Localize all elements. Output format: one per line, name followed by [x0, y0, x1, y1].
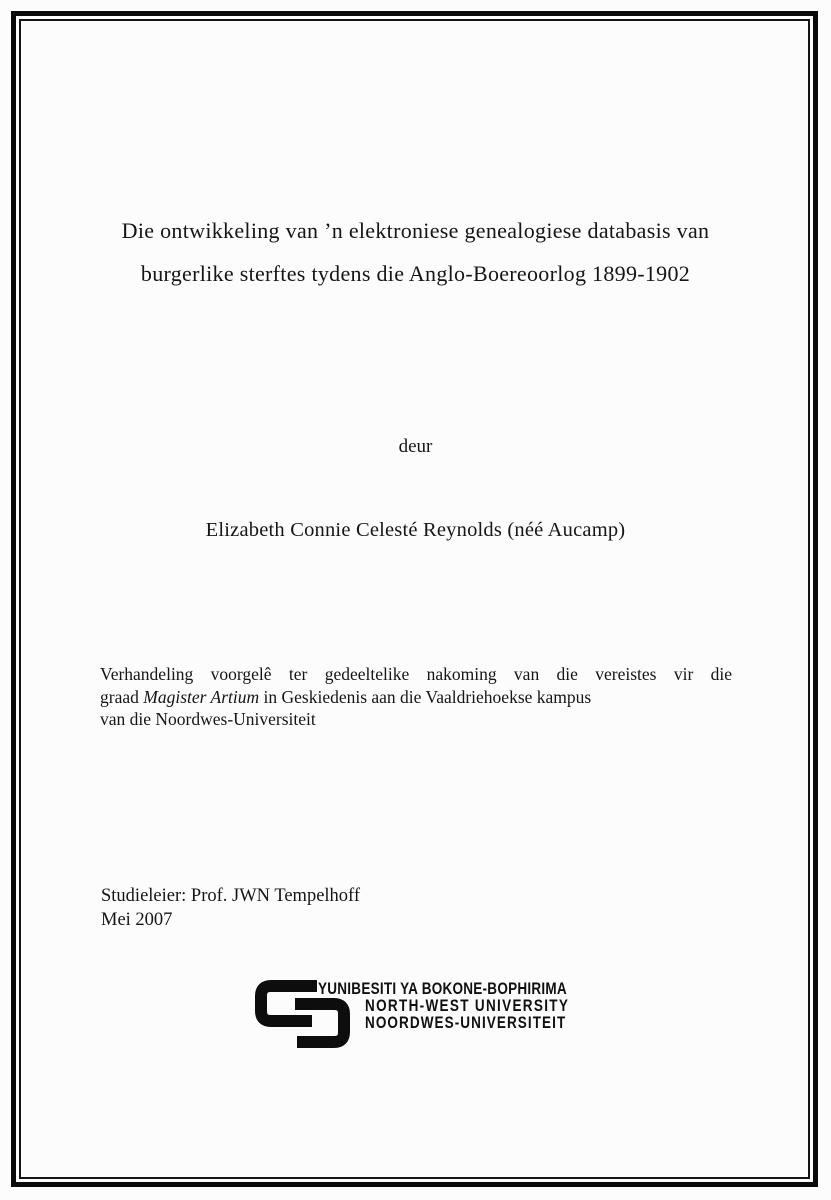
logo-text-setswana: YUNIBESITI YA BOKONE-BOPHIRIMA: [318, 980, 567, 998]
thesis-title-line-1: Die ontwikkeling van ’n elektroniese genealogiese databasis van: [121, 218, 710, 243]
thesis-title: [50, 209, 781, 295]
submission-degree-name: Magister Artium: [143, 686, 260, 707]
submission-line-2-prefix: graad: [100, 686, 139, 707]
author-name: Elizabeth Connie Celesté Reynolds (néé Aucamp): [205, 519, 626, 541]
university-logo: [255, 978, 615, 1052]
logo-text-afrikaans: NOORDWES-UNIVERSITEIT: [365, 1014, 567, 1032]
submission-line-3: van die Noordwes-Universiteit: [100, 709, 316, 729]
date-line: Mei 2007: [101, 910, 173, 930]
submission-line-1: Verhandeling voorgelê ter gedeeltelike nakoming van die vereistes vir die: [100, 664, 732, 684]
thesis-title-line-2: burgerlike sterftes tydens die Anglo-Boereoorlog 1899-1902: [140, 261, 691, 286]
submission-statement: [100, 663, 732, 731]
supervisor-line: Studieleier: Prof. JWN Tempelhoff: [101, 886, 361, 906]
byline-label: deur: [398, 436, 433, 457]
logo-text-english: NORTH-WEST UNIVERSITY: [365, 997, 570, 1015]
supervisor-and-date: [101, 884, 360, 932]
submission-line-2: [100, 686, 732, 709]
submission-line-2-suffix: in Geskiedenis aan die Vaaldriehoekse kampus: [263, 686, 592, 707]
